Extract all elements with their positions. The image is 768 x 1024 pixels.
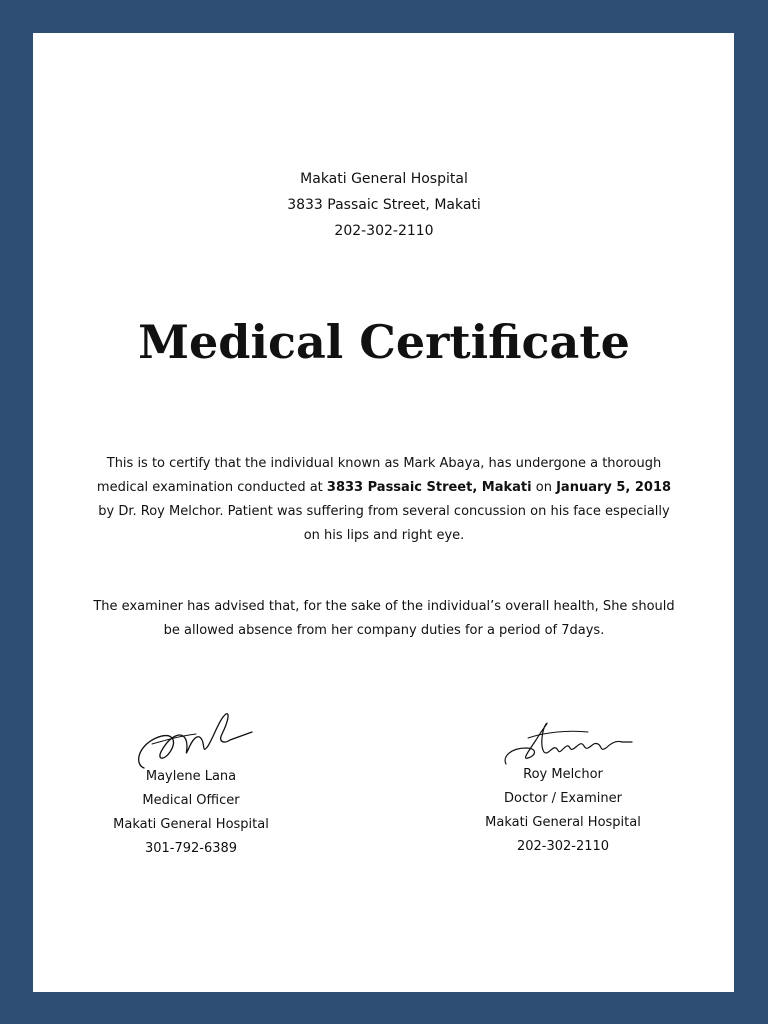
signer-right-role: Doctor / Examiner: [504, 791, 622, 806]
paragraph1-part3: by Dr. Roy Melchor. Patient was suffering from several concussion on his face especially on his lips and right eye.: [98, 504, 670, 543]
accent-mid-right: [734, 33, 768, 505]
exam-location: 3833 Passaic Street, Makati: [326, 480, 532, 495]
signature-right: [498, 712, 638, 772]
signature-left: [126, 706, 256, 776]
exam-date: January 5, 2018: [556, 480, 672, 495]
signer-left-name: Maylene Lana: [145, 769, 237, 784]
accent-bottom-right: [734, 824, 768, 992]
signer-right-hospital: Makati General Hospital: [485, 815, 641, 830]
hospital-phone: 202-302-2110: [334, 223, 434, 239]
signer-right-phone: 202-302-2110: [516, 839, 610, 854]
hospital-header: [0, 166, 768, 244]
signer-left: [71, 765, 311, 861]
signer-left-hospital: Makati General Hospital: [113, 817, 269, 832]
signer-right: [443, 763, 683, 859]
hospital-address: 3833 Passaic Street, Makati: [287, 197, 481, 213]
certificate-title: Medical Certificate: [138, 315, 630, 369]
signer-right-name: Roy Melchor: [523, 767, 603, 782]
paragraph1-part1: This is to certify that the individual known as Mark Abaya, has undergone a thorough medical examination conducted at: [96, 456, 662, 495]
signer-left-role: Medical Officer: [142, 793, 240, 808]
certification-paragraph: [96, 452, 672, 548]
hospital-name: Makati General Hospital: [300, 171, 468, 187]
paragraph1-part2: on: [531, 480, 557, 495]
signer-left-phone: 301-792-6389: [144, 841, 238, 856]
accent-mid-left: [0, 518, 33, 992]
advice-paragraph: The examiner has advised that, for the sake of the individual’s overall health, She should be allowed absence from her company duties for a period of 7days.: [93, 599, 675, 638]
